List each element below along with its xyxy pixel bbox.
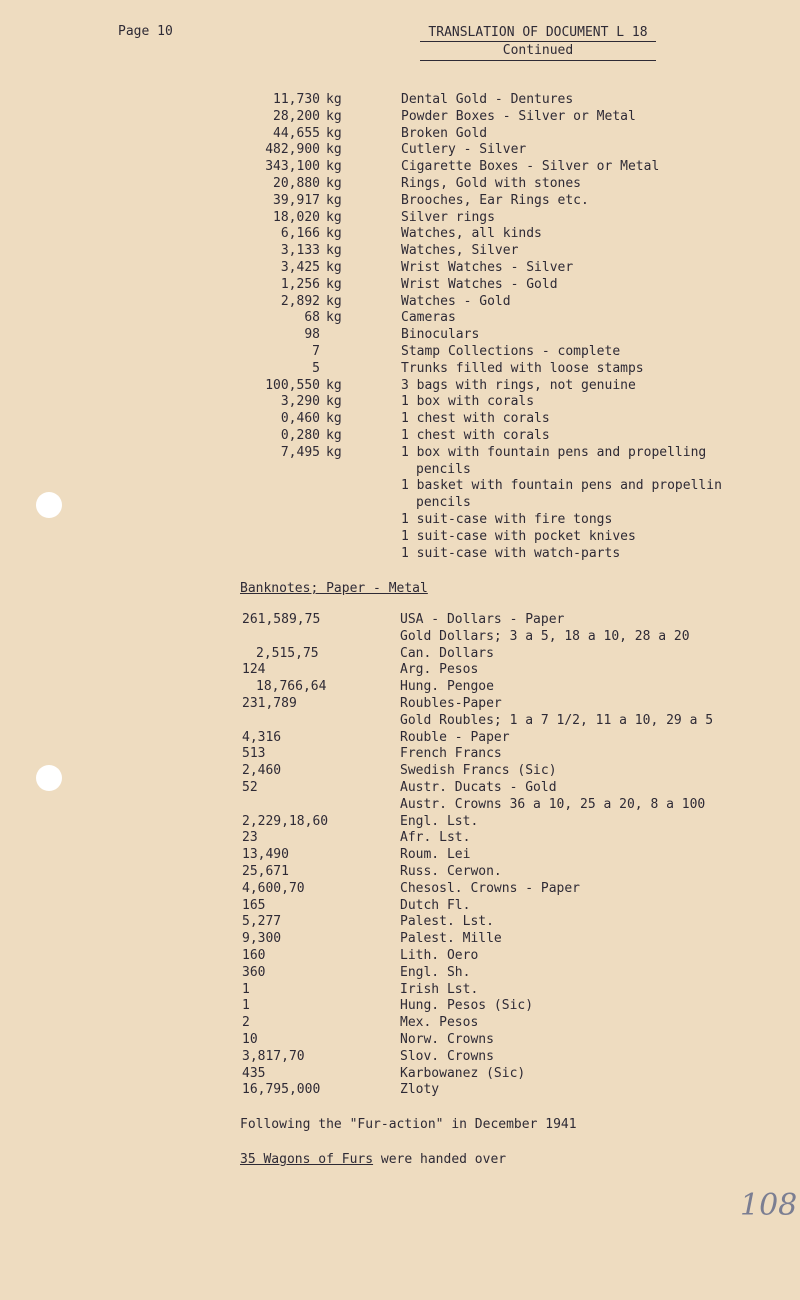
banknote-currency: Austr. Ducats - Gold: [400, 779, 557, 795]
banknote-currency: Palest. Lst.: [400, 914, 494, 930]
banknote-row: [0, 1049, 800, 1066]
inventory-unit: kg: [326, 226, 342, 242]
banknote-row: [0, 998, 800, 1015]
banknote-row: [0, 780, 800, 797]
inventory-description: 1 basket with fountain pens and propellin: [401, 478, 722, 494]
banknote-amount: 13,490: [242, 847, 289, 863]
inventory-unit: kg: [326, 310, 342, 326]
inventory-row: [0, 546, 800, 563]
inventory-row: [0, 529, 800, 546]
inventory-amount: 28,200: [273, 108, 320, 124]
banknote-amount: 18,766,64: [256, 679, 327, 695]
banknote-row: [0, 982, 800, 999]
banknote-currency: Engl. Lst.: [400, 813, 479, 829]
inventory-amount: 343,100: [265, 159, 320, 175]
banknote-amount: 16,795,000: [242, 1082, 321, 1098]
banknote-row: [0, 1015, 800, 1032]
inventory-unit: kg: [326, 427, 342, 443]
inventory-row: [0, 495, 800, 512]
banknote-amount: 9,300: [242, 931, 282, 947]
banknote-amount: 160: [242, 947, 266, 963]
banknotes-list: [0, 612, 800, 1099]
banknote-amount: 2: [242, 1015, 250, 1031]
banknote-amount: 10: [242, 1031, 258, 1047]
banknote-amount: 231,789: [242, 695, 297, 711]
inventory-amount: 11,730: [273, 92, 320, 107]
banknote-currency: Rouble - Paper: [400, 729, 510, 745]
inventory-amount: 7,495: [280, 444, 320, 460]
banknote-currency: Norw. Crowns: [400, 1031, 494, 1047]
banknote-row: [0, 1082, 800, 1099]
inventory-description: 1 suit-case with fire tongs: [401, 511, 613, 527]
banknote-currency: Gold Roubles; 1 a 7 1/2, 11 a 10, 29 a 5: [400, 712, 714, 728]
inventory-unit: kg: [326, 175, 342, 191]
page-number: Page 10: [118, 24, 173, 39]
inventory-description: Dental Gold - Dentures: [401, 92, 574, 107]
inventory-description: Cameras: [401, 310, 456, 326]
banknote-row: [0, 696, 800, 713]
banknotes-heading: Banknotes; Paper - Metal: [240, 581, 428, 596]
inventory-row: [0, 109, 800, 126]
banknote-row: [0, 679, 800, 696]
banknote-row: [0, 814, 800, 831]
inventory-description: 1 suit-case with watch-parts: [401, 545, 621, 561]
document-header: [420, 24, 656, 61]
inventory-unit: kg: [326, 293, 342, 309]
inventory-unit: kg: [326, 192, 342, 208]
inventory-description: pencils: [416, 461, 471, 477]
inventory-row: [0, 512, 800, 529]
inventory-row: [0, 411, 800, 428]
banknote-amount: 1: [242, 981, 250, 997]
banknote-amount: 3,817,70: [242, 1048, 305, 1064]
banknote-amount: 52: [242, 779, 258, 795]
punch-hole: [36, 492, 62, 518]
banknote-row: [0, 948, 800, 965]
inventory-amount: 68: [304, 310, 320, 326]
banknote-row: [0, 797, 800, 814]
punch-hole: [36, 765, 62, 791]
inventory-description: Wrist Watches - Gold: [401, 276, 558, 292]
inventory-row: [0, 294, 800, 311]
inventory-description: 1 chest with corals: [401, 427, 550, 443]
banknote-row: [0, 898, 800, 915]
inventory-description: Wrist Watches - Silver: [401, 259, 574, 275]
inventory-description: Cutlery - Silver: [401, 142, 527, 158]
inventory-unit: kg: [326, 411, 342, 427]
banknote-row: [0, 914, 800, 931]
inventory-unit: kg: [326, 243, 342, 259]
handwritten-page-number: 108: [740, 1188, 798, 1223]
inventory-description: Watches, Silver: [401, 243, 519, 259]
inventory-row: [0, 277, 800, 294]
inventory-row: [0, 478, 800, 495]
inventory-amount: 0,280: [280, 427, 320, 443]
inventory-amount: 44,655: [273, 125, 320, 141]
inventory-row: [0, 428, 800, 445]
banknote-amount: 4,316: [242, 729, 282, 745]
inventory-description: 1 box with corals: [401, 394, 535, 410]
banknote-currency: Engl. Sh.: [400, 964, 471, 980]
banknote-currency: Irish Lst.: [400, 981, 479, 997]
banknote-currency: Russ. Cerwon.: [400, 863, 502, 879]
banknote-currency: Slov. Crowns: [400, 1048, 494, 1064]
inventory-amount: 18,020: [273, 209, 320, 225]
inventory-amount: 20,880: [273, 175, 320, 191]
banknote-row: [0, 881, 800, 898]
banknote-amount: 4,600,70: [242, 880, 305, 896]
inventory-description: Powder Boxes - Silver or Metal: [401, 108, 636, 124]
banknote-row: [0, 730, 800, 747]
inventory-unit: kg: [326, 444, 342, 460]
inventory-amount: 39,917: [273, 192, 320, 208]
footer-wagons: 35 Wagons of Furs: [240, 1152, 374, 1167]
banknote-amount: 360: [242, 964, 266, 980]
footer-line-2: [240, 1152, 506, 1167]
inventory-row: [0, 310, 800, 327]
inventory-row: [0, 126, 800, 143]
inventory-amount: 3,290: [280, 394, 320, 410]
banknote-currency: Mex. Pesos: [400, 1015, 479, 1031]
inventory-amount: 6,166: [280, 226, 320, 242]
banknote-amount: 165: [242, 897, 266, 913]
banknote-currency: Austr. Crowns 36 a 10, 25 a 20, 8 a 100: [400, 796, 706, 812]
footer-line-1: Following the "Fur-action" in December 1941: [240, 1117, 577, 1132]
inventory-amount: 100,550: [265, 377, 320, 393]
banknote-amount: 513: [242, 746, 266, 762]
banknote-amount: 124: [242, 662, 266, 678]
banknote-amount: 23: [242, 830, 258, 846]
banknote-currency: Chesosl. Crowns - Paper: [400, 880, 581, 896]
banknote-currency: Arg. Pesos: [400, 662, 479, 678]
inventory-row: [0, 361, 800, 378]
banknote-amount: 5,277: [242, 914, 282, 930]
inventory-description: Watches - Gold: [401, 293, 511, 309]
inventory-unit: kg: [326, 209, 342, 225]
banknote-amount: 261,589,75: [242, 612, 321, 627]
banknote-row: [0, 646, 800, 663]
banknote-amount: 2,229,18,60: [242, 813, 329, 829]
inventory-amount: 0,460: [280, 411, 320, 427]
inventory-description: Brooches, Ear Rings etc.: [401, 192, 589, 208]
inventory-description: Watches, all kinds: [401, 226, 542, 242]
inventory-description: 1 suit-case with pocket knives: [401, 528, 636, 544]
inventory-row: [0, 445, 800, 462]
inventory-description: 1 box with fountain pens and propelling: [401, 444, 707, 460]
inventory-row: [0, 260, 800, 277]
footer-handed-over: were handed over: [373, 1152, 507, 1167]
inventory-unit: kg: [326, 259, 342, 275]
banknote-row: [0, 830, 800, 847]
banknote-currency: Hung. Pengoe: [400, 679, 494, 695]
inventory-list: [0, 92, 800, 562]
banknote-currency: Palest. Mille: [400, 931, 502, 947]
banknote-currency: Zloty: [400, 1082, 440, 1098]
inventory-unit: kg: [326, 394, 342, 410]
banknote-currency: Hung. Pesos (Sic): [400, 998, 534, 1014]
banknote-row: [0, 662, 800, 679]
banknote-row: [0, 612, 800, 629]
inventory-description: Silver rings: [401, 209, 495, 225]
banknote-row: [0, 1066, 800, 1083]
banknote-currency: Roubles-Paper: [400, 695, 502, 711]
banknote-row: [0, 847, 800, 864]
inventory-description: pencils: [416, 495, 471, 511]
inventory-description: Binoculars: [401, 327, 480, 343]
banknote-amount: 2,460: [242, 763, 282, 779]
header-continued: Continued: [420, 42, 656, 61]
inventory-description: Rings, Gold with stones: [401, 175, 582, 191]
inventory-amount: 1,256: [280, 276, 320, 292]
banknote-currency: Can. Dollars: [400, 645, 494, 661]
banknote-amount: 435: [242, 1065, 266, 1081]
banknote-currency: French Francs: [400, 746, 502, 762]
inventory-description: Stamp Collections - complete: [401, 343, 621, 359]
inventory-row: [0, 193, 800, 210]
inventory-row: [0, 378, 800, 395]
banknote-row: [0, 713, 800, 730]
inventory-description: Cigarette Boxes - Silver or Metal: [401, 159, 660, 175]
banknote-amount: 25,671: [242, 863, 289, 879]
banknote-currency: Swedish Francs (Sic): [400, 763, 557, 779]
banknote-row: [0, 864, 800, 881]
inventory-amount: 2,892: [280, 293, 320, 309]
inventory-unit: kg: [326, 276, 342, 292]
banknote-amount: 1: [242, 998, 250, 1014]
inventory-amount: 5: [312, 360, 320, 376]
inventory-row: [0, 159, 800, 176]
inventory-row: [0, 394, 800, 411]
inventory-row: [0, 176, 800, 193]
banknote-currency: Afr. Lst.: [400, 830, 471, 846]
banknote-currency: Roum. Lei: [400, 847, 471, 863]
inventory-unit: kg: [326, 108, 342, 124]
inventory-description: Broken Gold: [401, 125, 488, 141]
inventory-unit: kg: [326, 159, 342, 175]
inventory-unit: kg: [326, 377, 342, 393]
inventory-unit: kg: [326, 125, 342, 141]
inventory-amount: 3,133: [280, 243, 320, 259]
banknote-row: [0, 965, 800, 982]
inventory-description: 1 chest with corals: [401, 411, 550, 427]
inventory-amount: 7: [312, 343, 320, 359]
banknote-currency: Lith. Oero: [400, 947, 479, 963]
inventory-row: [0, 226, 800, 243]
banknote-row: [0, 763, 800, 780]
inventory-amount: 482,900: [265, 142, 320, 158]
inventory-row: [0, 462, 800, 479]
banknote-row: [0, 931, 800, 948]
banknote-currency: Gold Dollars; 3 a 5, 18 a 10, 28 a 20: [400, 628, 690, 644]
banknote-row: [0, 1032, 800, 1049]
inventory-amount: 98: [304, 327, 320, 343]
banknote-currency: Dutch Fl.: [400, 897, 471, 913]
banknote-currency: Karbowanez (Sic): [400, 1065, 526, 1081]
inventory-row: [0, 327, 800, 344]
inventory-row: [0, 243, 800, 260]
banknote-amount: 2,515,75: [256, 645, 319, 661]
inventory-description: Trunks filled with loose stamps: [401, 360, 644, 376]
banknote-row: [0, 629, 800, 646]
inventory-row: [0, 344, 800, 361]
inventory-description: 3 bags with rings, not genuine: [401, 377, 636, 393]
inventory-row: [0, 92, 800, 109]
inventory-row: [0, 142, 800, 159]
banknote-currency: USA - Dollars - Paper: [400, 612, 565, 627]
banknote-row: [0, 746, 800, 763]
inventory-row: [0, 210, 800, 227]
inventory-unit: kg: [326, 142, 342, 158]
header-title: TRANSLATION OF DOCUMENT L 18: [420, 24, 656, 42]
inventory-amount: 3,425: [280, 259, 320, 275]
inventory-unit: kg: [326, 92, 342, 107]
